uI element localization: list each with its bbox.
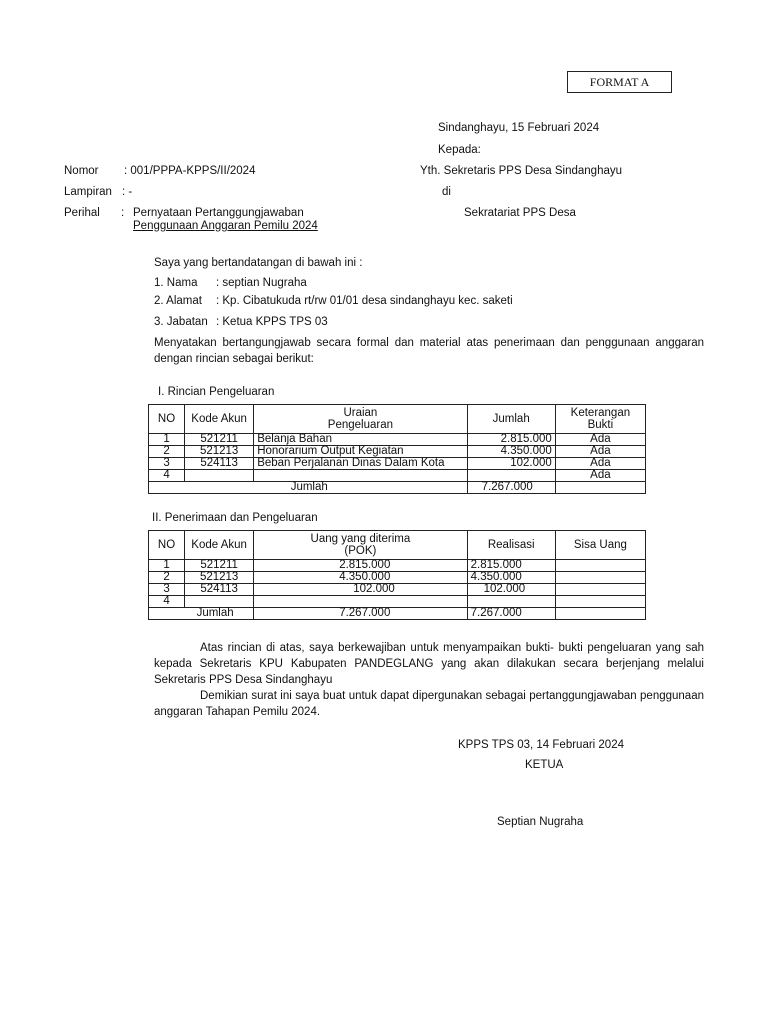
table-row: 2 521213 Honorarium Output Kegiatan 4.350.000 Ada [149, 446, 646, 458]
expense-table [148, 404, 646, 494]
table-row: 3 524113 102.000 102.000 [149, 584, 646, 596]
table-row: 3 524113 Beban Perjalanan Dinas Dalam Kota 102.000 Ada [149, 458, 646, 470]
nama-label: 1. Nama [154, 277, 198, 289]
table-row: 2 521213 4.350.000 4.350.000 [149, 572, 646, 584]
recipient-line1: Yth. Sekretaris PPS Desa Sindanghayu [420, 165, 623, 177]
table-header-row [149, 531, 646, 560]
receipt-table [148, 530, 646, 620]
signature-name: Septian Nugraha [497, 816, 584, 828]
recipient-line2: di [442, 186, 451, 198]
table-row: 1 521211 Belanja Bahan 2.815.000 Ada [149, 434, 646, 446]
header-sisa: Sisa Uang [555, 531, 645, 560]
alamat-value: : Kp. Cibatukuda rt/rw 01/01 desa sindanghayu kec. saketi [216, 295, 513, 307]
table-total-row: Jumlah 7.267.000 7.267.000 [149, 608, 646, 620]
table-total-row: Jumlah 7.267.000 [149, 482, 646, 494]
header-uang: Uang yang diterima (POK) [254, 531, 467, 560]
header-no: NO [149, 405, 185, 434]
table-row: 4 Ada [149, 470, 646, 482]
closing-paragraph-1: Atas rincian di atas, saya berkewajiban untuk menyampaikan bukti- bukti pengeluaran yang sah kepada Sekretaris KPU Kabupaten PANDEGLANG yang akan dilakukan secara berjenjang melalui Sekretaris PPS Desa Sindanghayu [154, 642, 704, 686]
jabatan-value: : Ketua KPPS TPS 03 [216, 316, 328, 328]
lampiran-label: Lampiran [64, 186, 112, 198]
header-no: NO [149, 531, 185, 560]
place-date: Sindanghayu, 15 Februari 2024 [438, 122, 600, 134]
table-row: 4 [149, 596, 646, 608]
format-label: FORMAT A [567, 71, 672, 93]
header-kode-akun: Kode Akun [185, 405, 254, 434]
table-row: 1 521211 2.815.000 2.815.000 [149, 560, 646, 572]
nomor-value: : 001/PPPA-KPPS/II/2024 [124, 165, 256, 177]
lampiran-value: : - [122, 186, 133, 198]
perihal-line2: Penggunaan Anggaran Pemilu 2024 [133, 220, 318, 232]
nama-value: : septian Nugraha [216, 277, 307, 289]
recipient-line3: Sekratariat PPS Desa [464, 207, 576, 219]
perihal-label: Perihal [64, 207, 100, 219]
jabatan-label: 3. Jabatan [154, 316, 208, 328]
section1-title: I. Rincian Pengeluaran [158, 386, 275, 398]
signature-role: KETUA [525, 759, 564, 771]
section2-title: II. Penerimaan dan Pengeluaran [152, 512, 318, 524]
closing-paragraph-2: Demikian surat ini saya buat untuk dapat dipergunakan sebagai pertanggungjawaban penggunaan anggaran Tahapan Pemilu 2024. [154, 690, 704, 718]
kepada-label: Kepada: [438, 144, 481, 156]
signature-place-date: KPPS TPS 03, 14 Februari 2024 [458, 739, 624, 751]
statement-paragraph: Menyatakan bertangungjawab secara formal dan material atas penerimaan dan penggunaan anggaran dengan rincian sebagai berikut: [154, 337, 704, 365]
alamat-label: 2. Alamat [154, 295, 202, 307]
header-keterangan: Keterangan Bukti [555, 405, 645, 434]
perihal-line1: Pernyataan Pertanggungjawaban [133, 207, 304, 219]
table-header-row [149, 405, 646, 434]
header-jumlah: Jumlah [467, 405, 555, 434]
header-kode-akun: Kode Akun [185, 531, 254, 560]
perihal-colon: : [121, 207, 125, 219]
intro-text: Saya yang bertandatangan di bawah ini : [154, 257, 363, 269]
header-realisasi: Realisasi [467, 531, 555, 560]
header-uraian: Uraian Pengeluaran [254, 405, 467, 434]
nomor-label: Nomor [64, 165, 99, 177]
